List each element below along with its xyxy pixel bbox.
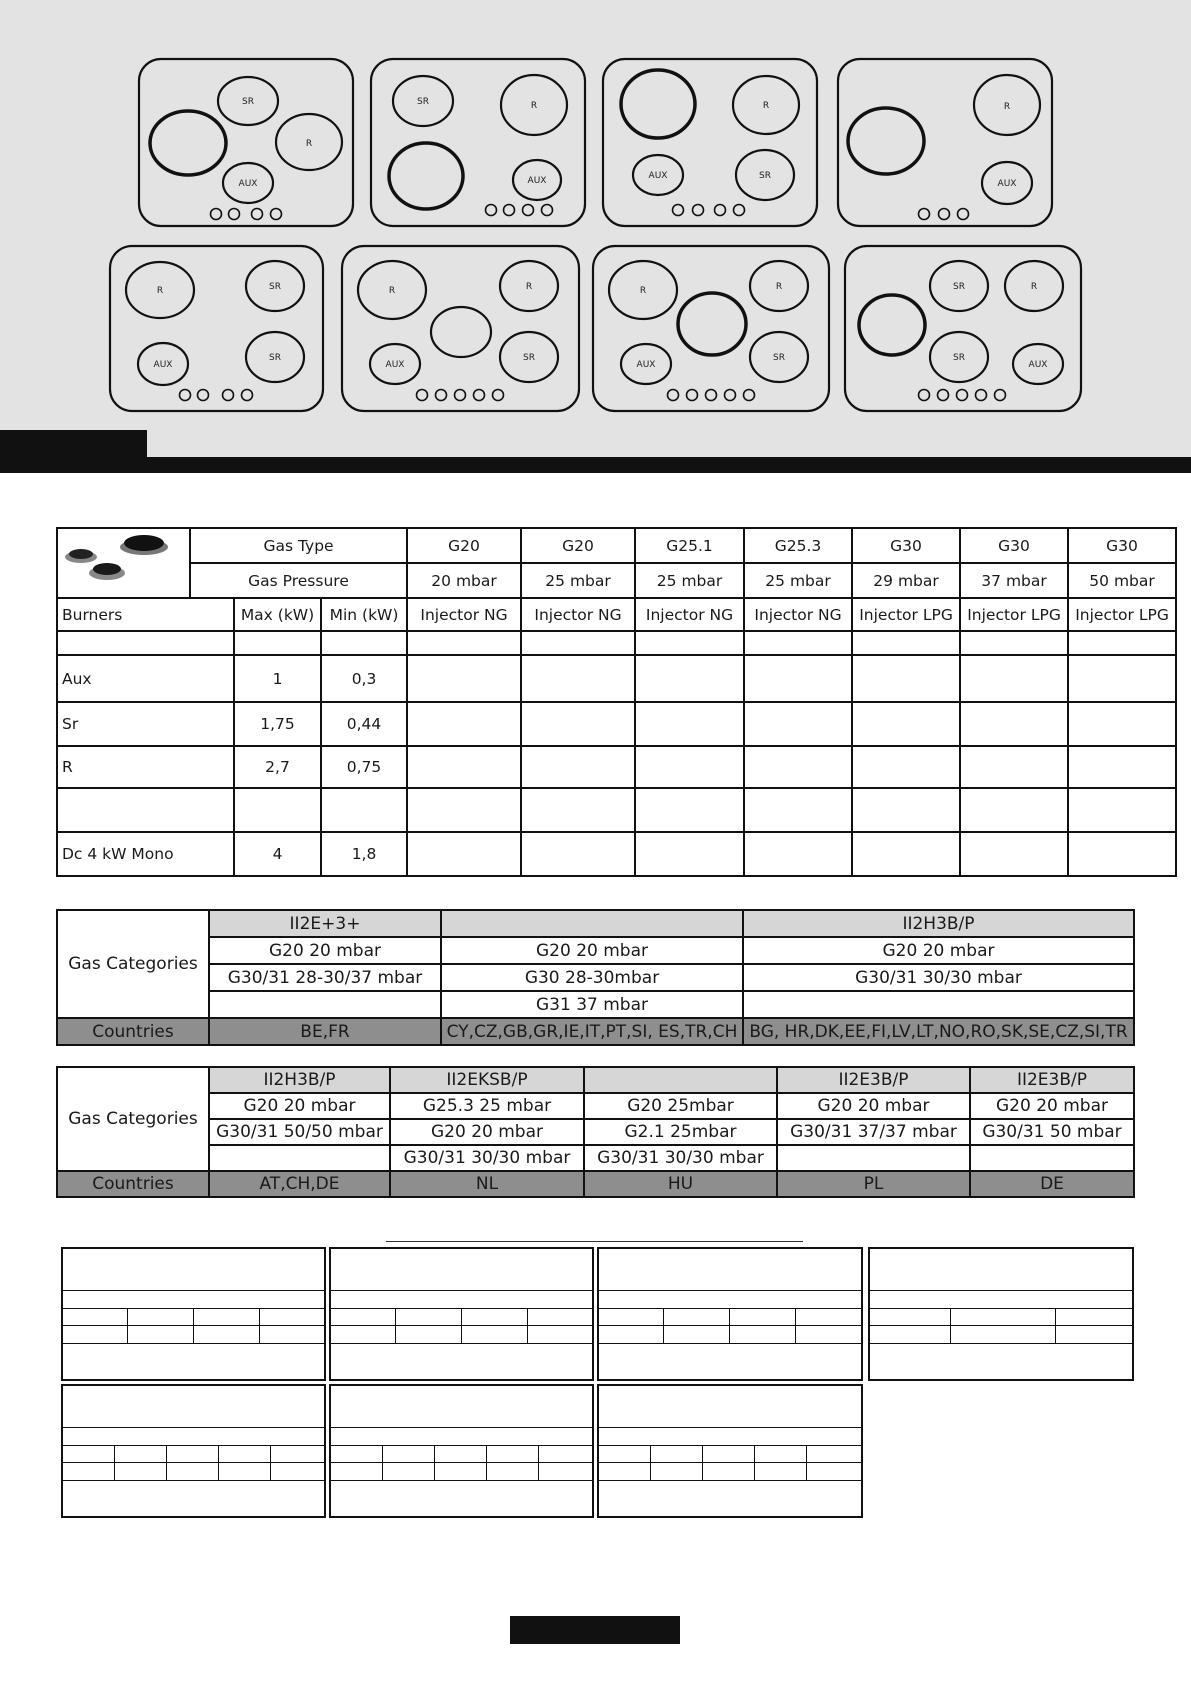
gas-pressure: 29 mbar [852,563,960,598]
gas-pressure: 25 mbar [635,563,744,598]
injector-type: Injector NG [521,598,635,631]
category-value: G30/31 28-30/37 mbar [209,964,441,991]
separator-line [386,1241,803,1242]
burner-label: AUX [238,179,258,189]
category-header: II2E+3+ [209,910,441,937]
burner-label: AUX [648,171,668,181]
max-power: 1,75 [234,702,321,746]
blank-grid-box [329,1384,594,1518]
burner-label: SR [269,282,281,292]
category-value: G30/31 50/50 mbar [209,1119,390,1145]
wok-burner [848,108,924,174]
min-power: 1,8 [321,832,407,876]
burner-label: AUX [385,360,405,370]
category-header [584,1067,777,1093]
gas-type: G30 [852,528,960,563]
wok-burner [389,143,463,209]
category-value: G20 20 mbar [209,937,441,964]
gas-type: G30 [1068,528,1176,563]
burner-label: R [775,282,783,292]
category-header [441,910,743,937]
countries-value: DE [970,1171,1134,1197]
countries-value: CY,CZ,GB,GR,IE,IT,PT,SI, ES,TR,CH [441,1018,743,1045]
hob-outline [593,246,829,411]
category-value: G30/31 30/30 mbar [390,1145,584,1171]
category-value: G20 20 mbar [970,1093,1134,1119]
max-power: 2,7 [234,746,321,788]
blank-grid-box [868,1247,1134,1381]
page-number-block [510,1616,680,1644]
max-power: 1 [234,655,321,702]
burner-label: SR [773,353,785,363]
burner-label: AUX [1028,360,1048,370]
countries-value: BG, HR,DK,EE,FI,LV,LT,NO,RO,SK,SE,CZ,SI,TR [743,1018,1134,1045]
countries-label: Countries [57,1018,209,1045]
min-power: 0,75 [321,746,407,788]
table-row [57,631,1176,655]
burner-label: SR [269,353,281,363]
category-value: G30/31 30/30 mbar [743,964,1134,991]
gas-type: G30 [960,528,1068,563]
burner-label: SR [953,282,965,292]
category-value [743,991,1134,1018]
burner-label: AUX [153,360,173,370]
burner-photo [57,528,190,598]
category-header: II2H3B/P [743,910,1134,937]
col-max: Max (kW) [234,598,321,631]
burner-label: R [1030,282,1038,292]
blank-grid-box [597,1247,863,1381]
category-value: G20 20 mbar [441,937,743,964]
wok-burner [621,70,695,138]
countries-value: AT,CH,DE [209,1171,390,1197]
wok-burner [859,295,925,355]
category-value: G30 28-30mbar [441,964,743,991]
hob-outline [139,59,353,226]
col-min: Min (kW) [321,598,407,631]
blank-grid-box [61,1384,326,1518]
table-row [57,655,1176,702]
table-row [57,832,1176,876]
gas-categories-label: Gas Categories [57,910,209,1018]
burner-name: Aux [57,655,234,702]
blank-grid-box [597,1384,863,1518]
gas-pressure: 25 mbar [744,563,852,598]
injector-type: Injector LPG [1068,598,1176,631]
category-value: G20 20 mbar [209,1093,390,1119]
burner-label: R [156,286,164,296]
countries-value: HU [584,1171,777,1197]
gas-categories-table-1 [56,909,1135,1046]
burner-label: SR [759,171,771,181]
category-header: II2EKSB/P [390,1067,584,1093]
category-value [777,1145,970,1171]
burner-label: AUX [997,179,1017,189]
wok-burner [150,111,226,175]
table-row [57,788,1176,832]
min-power: 0,44 [321,702,407,746]
gas-categories-label: Gas Categories [57,1067,209,1171]
blank-grid-box [329,1247,594,1381]
gas-type: G20 [407,528,521,563]
category-value [209,991,441,1018]
burner-label: R [1003,102,1011,112]
hob-outline [845,246,1081,411]
category-value [970,1145,1134,1171]
burner-label: SR [953,353,965,363]
burner-label: R [388,286,396,296]
category-value: G30/31 30/30 mbar [584,1145,777,1171]
injector-type: Injector NG [635,598,744,631]
category-value [209,1145,390,1171]
gas-pressure: 25 mbar [521,563,635,598]
category-header: II2E3B/P [970,1067,1134,1093]
hob-outline [603,59,817,226]
gas-type: G20 [521,528,635,563]
col-burners: Burners [57,598,234,631]
hob-outline [342,246,579,411]
burner-label: SR [242,97,254,107]
gas-type: G25.3 [744,528,852,563]
injector-type: Injector LPG [852,598,960,631]
category-value: G20 25mbar [584,1093,777,1119]
injector-type: Injector NG [744,598,852,631]
gas-categories-table-2 [56,1066,1135,1198]
countries-value: PL [777,1171,970,1197]
category-value: G31 37 mbar [441,991,743,1018]
gas-type-label: Gas Type [190,528,407,563]
min-power: 0,3 [321,655,407,702]
burner-label: AUX [636,360,656,370]
burner-label: R [305,139,313,149]
burner [431,307,491,357]
category-value: G30/31 37/37 mbar [777,1119,970,1145]
gas-type: G25.1 [635,528,744,563]
table-row [57,746,1176,788]
burner-name: R [57,746,234,788]
category-value: G30/31 50 mbar [970,1119,1134,1145]
category-value: G25.3 25 mbar [390,1093,584,1119]
burner-name: Sr [57,702,234,746]
burner-label: SR [417,97,429,107]
gas-pressure: 37 mbar [960,563,1068,598]
blank-grid-box [61,1247,326,1381]
burner-label: R [762,101,770,111]
gas-pressure: 20 mbar [407,563,521,598]
burner-label: R [530,101,538,111]
gas-pressure-label: Gas Pressure [190,563,407,598]
category-value: G20 20 mbar [390,1119,584,1145]
category-header: II2H3B/P [209,1067,390,1093]
injector-type: Injector LPG [960,598,1068,631]
burner-label: R [525,282,533,292]
injector-type: Injector NG [407,598,521,631]
wok-burner [678,293,746,355]
table-row [57,702,1176,746]
hob-outline [110,246,323,411]
hob-layouts [0,0,1191,473]
burner-caps-icon [59,529,189,593]
countries-label: Countries [57,1171,209,1197]
burner-name: Dc 4 kW Mono [57,832,234,876]
injector-table [56,527,1177,877]
countries-value: NL [390,1171,584,1197]
burner-label: R [639,286,647,296]
burner-label: AUX [527,176,547,186]
countries-value: BE,FR [209,1018,441,1045]
category-value: G20 20 mbar [777,1093,970,1119]
category-value: G2.1 25mbar [584,1119,777,1145]
burner-label: SR [523,353,535,363]
category-value: G20 20 mbar [743,937,1134,964]
gas-pressure: 50 mbar [1068,563,1176,598]
max-power: 4 [234,832,321,876]
category-header: II2E3B/P [777,1067,970,1093]
